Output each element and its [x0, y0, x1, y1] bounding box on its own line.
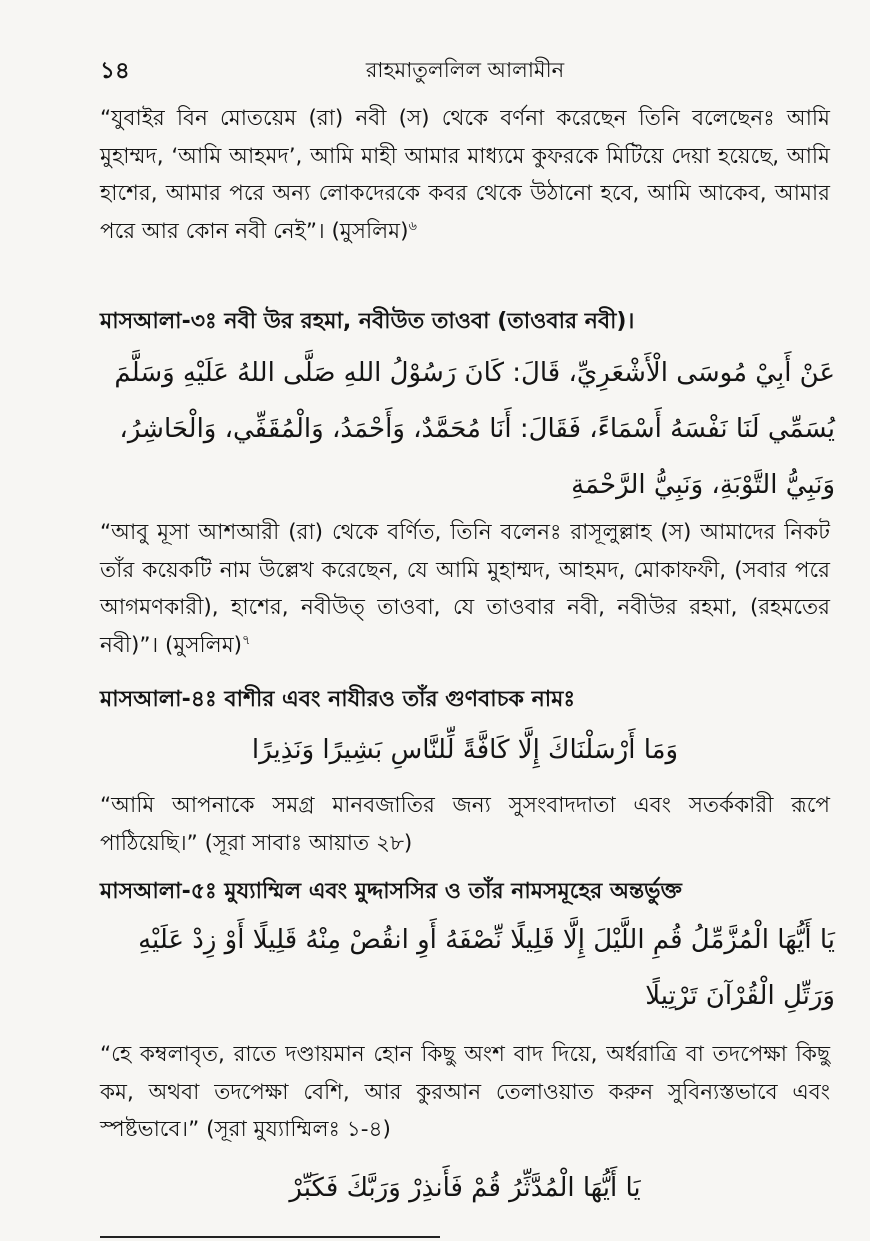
arabic-verse-4: وَمَا أَرْسَلْنَاكَ إِلَّا كَافَّةً لِّلنَّاسِ بَشِيرًا وَنَذِيرًا	[251, 735, 679, 765]
hadith-2-text: “আবু মূসা আশআরী (রা) থেকে বর্ণিত, তিনি বলেনঃ রাসূলুল্লাহ (স) আমাদের নিকট তাঁর কয়েকটি নাম উল্লেখ করেছেন, যে আমি মুহাম্মদ, আহমদ, মোকাফফী, (সবার পরে আগমণকারী), হাশের, নবীউত্ তাওবা, যে তাওবার নবী, নবীউর রহমা, (রহমতের নবী)”। (মুসলিম)	[100, 520, 830, 658]
verse-5-translation: “হে কম্বলাবৃত, রাতে দণ্ডায়মান হোন কিছু অংশ বাদ দিয়ে, অর্ধরাত্রি বা তদপেক্ষা কিছু কম, অথবা তদপেক্ষা বেশি, আর কুরআন তেলাওয়াত করুন সুবিন্যস্তভাবে এবং স্পষ্টভাবে।” (সূরা মুয্যাম্মিলঃ ১-৪)	[100, 1042, 830, 1142]
page-header	[100, 52, 830, 92]
hadith-1-translation	[100, 100, 830, 250]
hadith-1-text: “যুবাইর বিন মোতয়েম (রা) নবী (স) থেকে বর্ণনা করেছেন তিনি বলেছেনঃ আমি মুহাম্মদ, ‘আমি আহমদ’, আমি মাহী আমার মাধ্যমে কুফরকে মিটিয়ে দেয়া হয়েছে, আমি হাশের, আমার পরে অন্য লোকদেরকে কবর থেকে উঠানো হবে, আমি আকেব, আমার পরে আর কোন নবী নেই”। (মুসলিম)	[100, 106, 830, 244]
page-number: ১৪	[100, 58, 130, 84]
arabic-verse-5: يَا أَيُّهَا الْمُزَّمِّلُ قُمِ اللَّيْلَ إِلَّا قَلِيلًا نِّصْفَهُ أَوِ انقُصْ مِنْهُ قَلِيلًا أَوْ زِدْ عَلَيْهِ وَرَتِّلِ الْقُرْآنَ تَرْتِيلًا	[138, 925, 835, 1011]
footnote-marker-7: ৭	[242, 632, 251, 648]
hadith-2-translation	[100, 514, 830, 664]
arabic-hadith-3: عَنْ أَبِيْ مُوسَى الْأَشْعَرِيِّ، قَالَ: كَانَ رَسُوْلُ اللهِ صَلَّى اللهُ عَلَيْهِ وَسَلَّمَ يُسَمِّي لَنَا نَفْسَهُ أَسْمَاءً، فَقَالَ: أَنَا مُحَمَّدٌ، وَأَحْمَدُ، وَالْمُقَفِّي، وَالْحَاشِرُ، وَنَبِيُّ التَّوْبَةِ، وَنَبِيُّ الرَّحْمَةِ	[114, 358, 835, 500]
verse-4-translation: “আমি আপনাকে সমগ্র মানবজাতির জন্য সুসংবাদদাতা এবং সতর্ককারী রূপে পাঠিয়েছি।” (সূরা সাবাঃ আয়াত ২৮)	[100, 793, 830, 856]
running-title: রাহমাতুললিল আলামীন	[365, 58, 565, 82]
arabic-verse-6: يَا أَيُّهَا الْمُدَّثِّرُ قُمْ فَأَنذِرْ وَرَبَّكَ فَكَبِّرْ	[289, 1173, 641, 1203]
footnote-marker-6: ৬	[408, 218, 417, 234]
masala-3-heading: মাসআলা-৩ঃ নবী উর রহমা, নবীউত তাওবা (তাওবার নবী)।	[100, 309, 635, 334]
masala-4-heading: মাসআলা-৪ঃ বাশীর এবং নাযীরও তাঁর গুণবাচক নামঃ	[100, 687, 576, 712]
masala-5-heading: মাসআলা-৫ঃ মুয্যাম্মিল এবং মুদ্দাসসির ও তাঁর নামসমূহের অন্তর্ভুক্ত	[100, 879, 682, 904]
footnote-divider	[100, 1236, 440, 1238]
